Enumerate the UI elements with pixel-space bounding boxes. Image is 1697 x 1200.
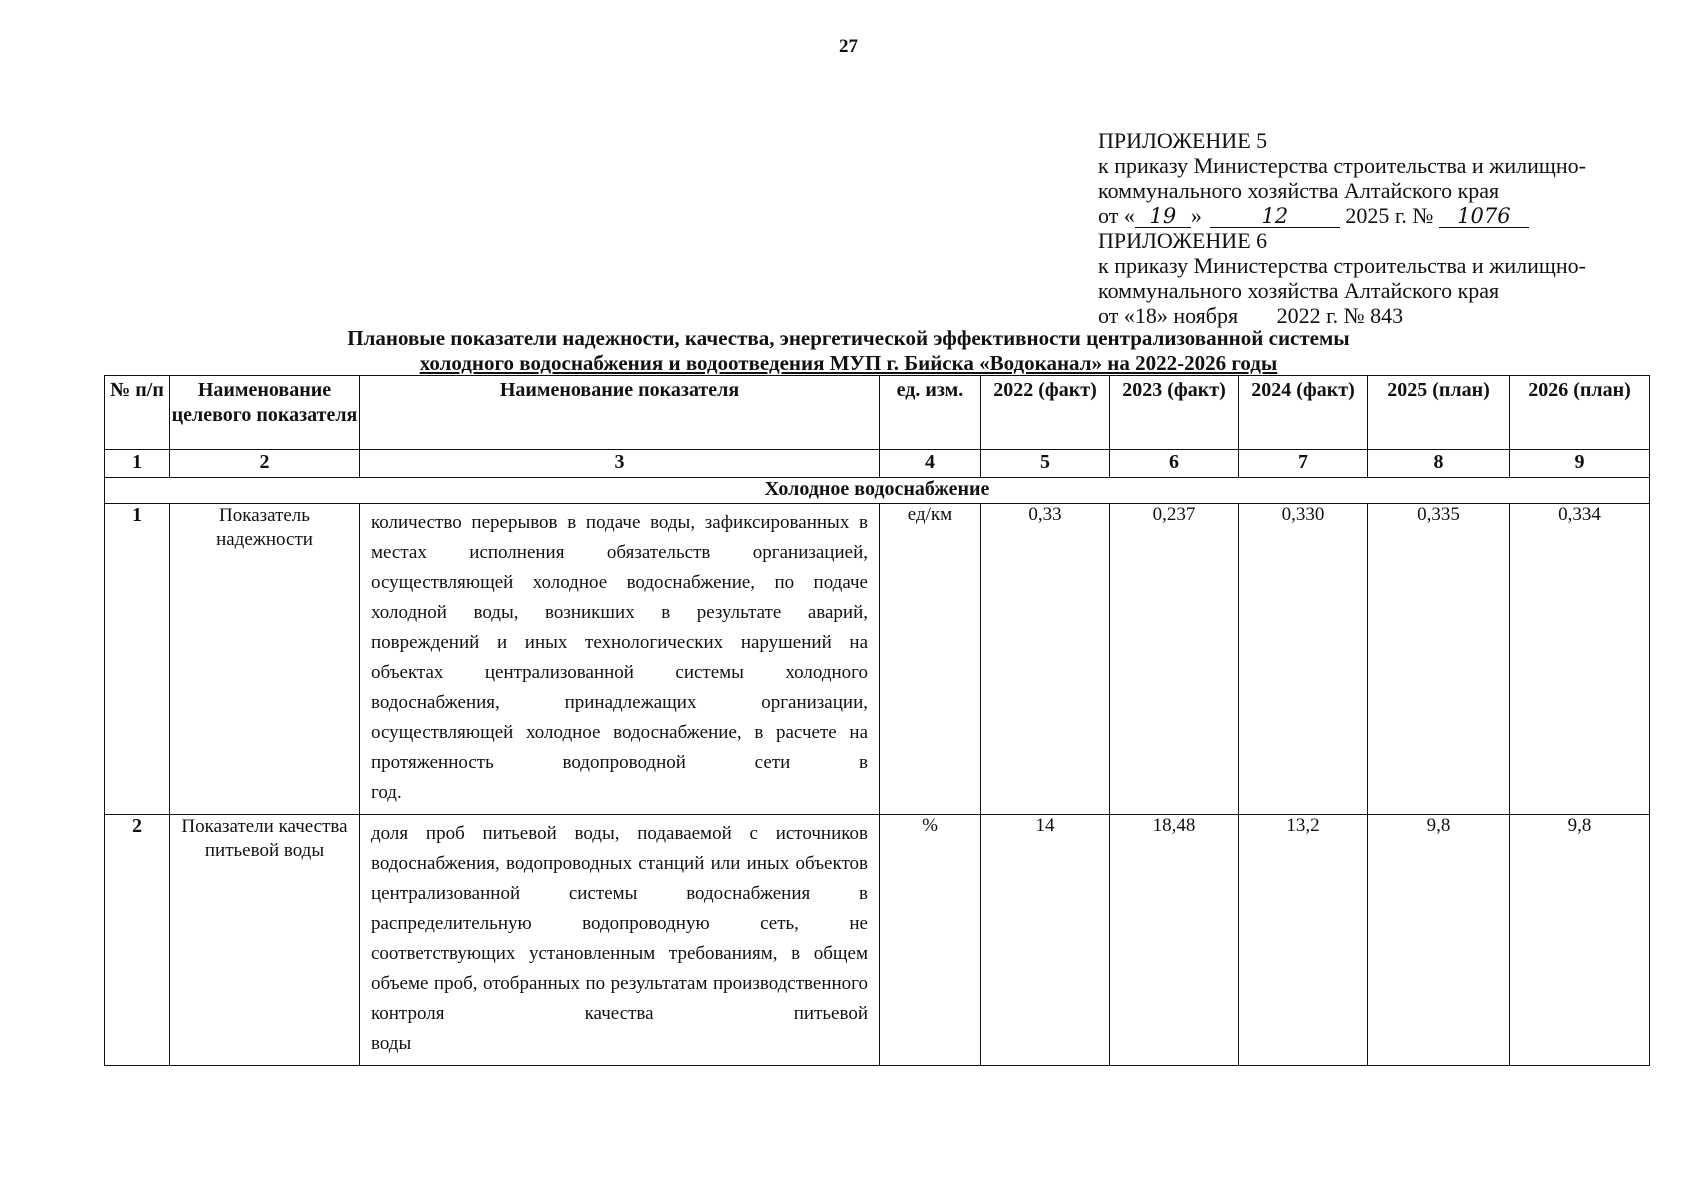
section-row	[105, 478, 1650, 504]
column-number: 4	[880, 450, 981, 478]
row-value-2025: 0,335	[1368, 504, 1510, 815]
row-value-2023: 18,48	[1110, 815, 1239, 1066]
column-number: 9	[1510, 450, 1650, 478]
appendix-5-title: ПРИЛОЖЕНИЕ 5	[1098, 128, 1268, 153]
row-index: 2	[105, 815, 170, 1066]
column-number: 7	[1239, 450, 1368, 478]
appendix-6-line-2: коммунального хозяйства Алтайского края	[1098, 278, 1500, 303]
row-value-2023: 0,237	[1110, 504, 1239, 815]
column-number: 2	[170, 450, 360, 478]
appendix-6-title: ПРИЛОЖЕНИЕ 6	[1098, 228, 1268, 253]
title-line-2: холодного водоснабжения и водоотведения МУП г. Бийска «Водоканал» на 2022-2026 годы	[419, 351, 1278, 375]
header-2026: 2026 (план)	[1510, 376, 1650, 450]
column-number: 3	[360, 450, 880, 478]
header-2023: 2023 (факт)	[1110, 376, 1239, 450]
column-number: 6	[1110, 450, 1239, 478]
appendix-block	[1098, 128, 1678, 328]
row-description	[360, 504, 880, 815]
row-value-2022: 14	[981, 815, 1110, 1066]
header-indicator-name: Наименование показателя	[360, 376, 880, 450]
handwritten-month: 12	[1210, 205, 1340, 228]
handwritten-order-number: 1076	[1439, 205, 1529, 228]
row-value-2024: 0,330	[1239, 504, 1368, 815]
column-number: 5	[981, 450, 1110, 478]
row-value-2022: 0,33	[981, 504, 1110, 815]
header-unit: ед. изм.	[880, 376, 981, 450]
title-line-1: Плановые показатели надежности, качества, энергетической эффективности централизованной системы	[347, 326, 1350, 350]
table-header-row	[105, 376, 1650, 450]
handwritten-day: 19	[1135, 205, 1191, 228]
row-target-name: Показатель надежности	[170, 504, 360, 815]
appendix-6-line-1: к приказу Министерства строительства и жилищно-	[1098, 253, 1586, 278]
table-row	[105, 504, 1650, 815]
column-number: 8	[1368, 450, 1510, 478]
appendix-5-line-1: к приказу Министерства строительства и жилищно-	[1098, 153, 1586, 178]
row-description	[360, 815, 880, 1066]
row-description-text: количество перерывов в подаче воды, зафиксированных в местах исполнения обязательств организацией, осуществляющей холодное водоснабжение, по подаче холодной воды, возникших в результате аварий, повреждений и иных технологических нарушений на объектах централизованной системы холодного водоснабжения, принадлежащих организации, осуществляющей холодное водоснабжение, в расчете на протяженность водопроводной сети в	[371, 512, 868, 773]
row-description-last-line: воды	[371, 1033, 412, 1054]
order-number-prefix: г. №	[1394, 203, 1434, 228]
row-unit: ед/км	[880, 504, 981, 815]
header-2024: 2024 (факт)	[1239, 376, 1368, 450]
row-description-text: доля проб питьевой воды, подаваемой с источников водоснабжения, водопроводных станций или иных объектов централизованной системы водоснабжения в распределительную водопроводную сеть, не соответствующих установленным требованиям, в общем объеме проб, отобранных по результатам производственного контроля качества питьевой	[371, 823, 868, 1024]
row-unit: %	[880, 815, 981, 1066]
header-target-name: Наименование целевого показателя	[170, 376, 360, 450]
page-number: 27	[839, 36, 858, 57]
table-row	[105, 815, 1650, 1066]
indicators-table	[104, 375, 1650, 1066]
date-year: 2025	[1345, 203, 1390, 228]
header-2025: 2025 (план)	[1368, 376, 1510, 450]
row-value-2025: 9,8	[1368, 815, 1510, 1066]
row-value-2024: 13,2	[1239, 815, 1368, 1066]
appendix-5-line-2: коммунального хозяйства Алтайского края	[1098, 178, 1500, 203]
row-value-2026: 9,8	[1510, 815, 1650, 1066]
row-index: 1	[105, 504, 170, 815]
appendix-6-date-line: от «18» ноября 2022 г. № 843	[1098, 303, 1404, 328]
column-number: 1	[105, 450, 170, 478]
header-2022: 2022 (факт)	[981, 376, 1110, 450]
date-mid: »	[1190, 203, 1202, 228]
row-value-2026: 0,334	[1510, 504, 1650, 815]
row-target-name: Показатели качества питьевой воды	[170, 815, 360, 1066]
date-prefix: от «	[1098, 203, 1135, 228]
document-title	[0, 326, 1697, 376]
row-description-last-line: год.	[371, 782, 402, 803]
header-index: № п/п	[105, 376, 170, 450]
section-title: Холодное водоснабжение	[105, 478, 1650, 504]
column-number-row	[105, 450, 1650, 478]
appendix-5-date-line	[1098, 203, 1678, 228]
